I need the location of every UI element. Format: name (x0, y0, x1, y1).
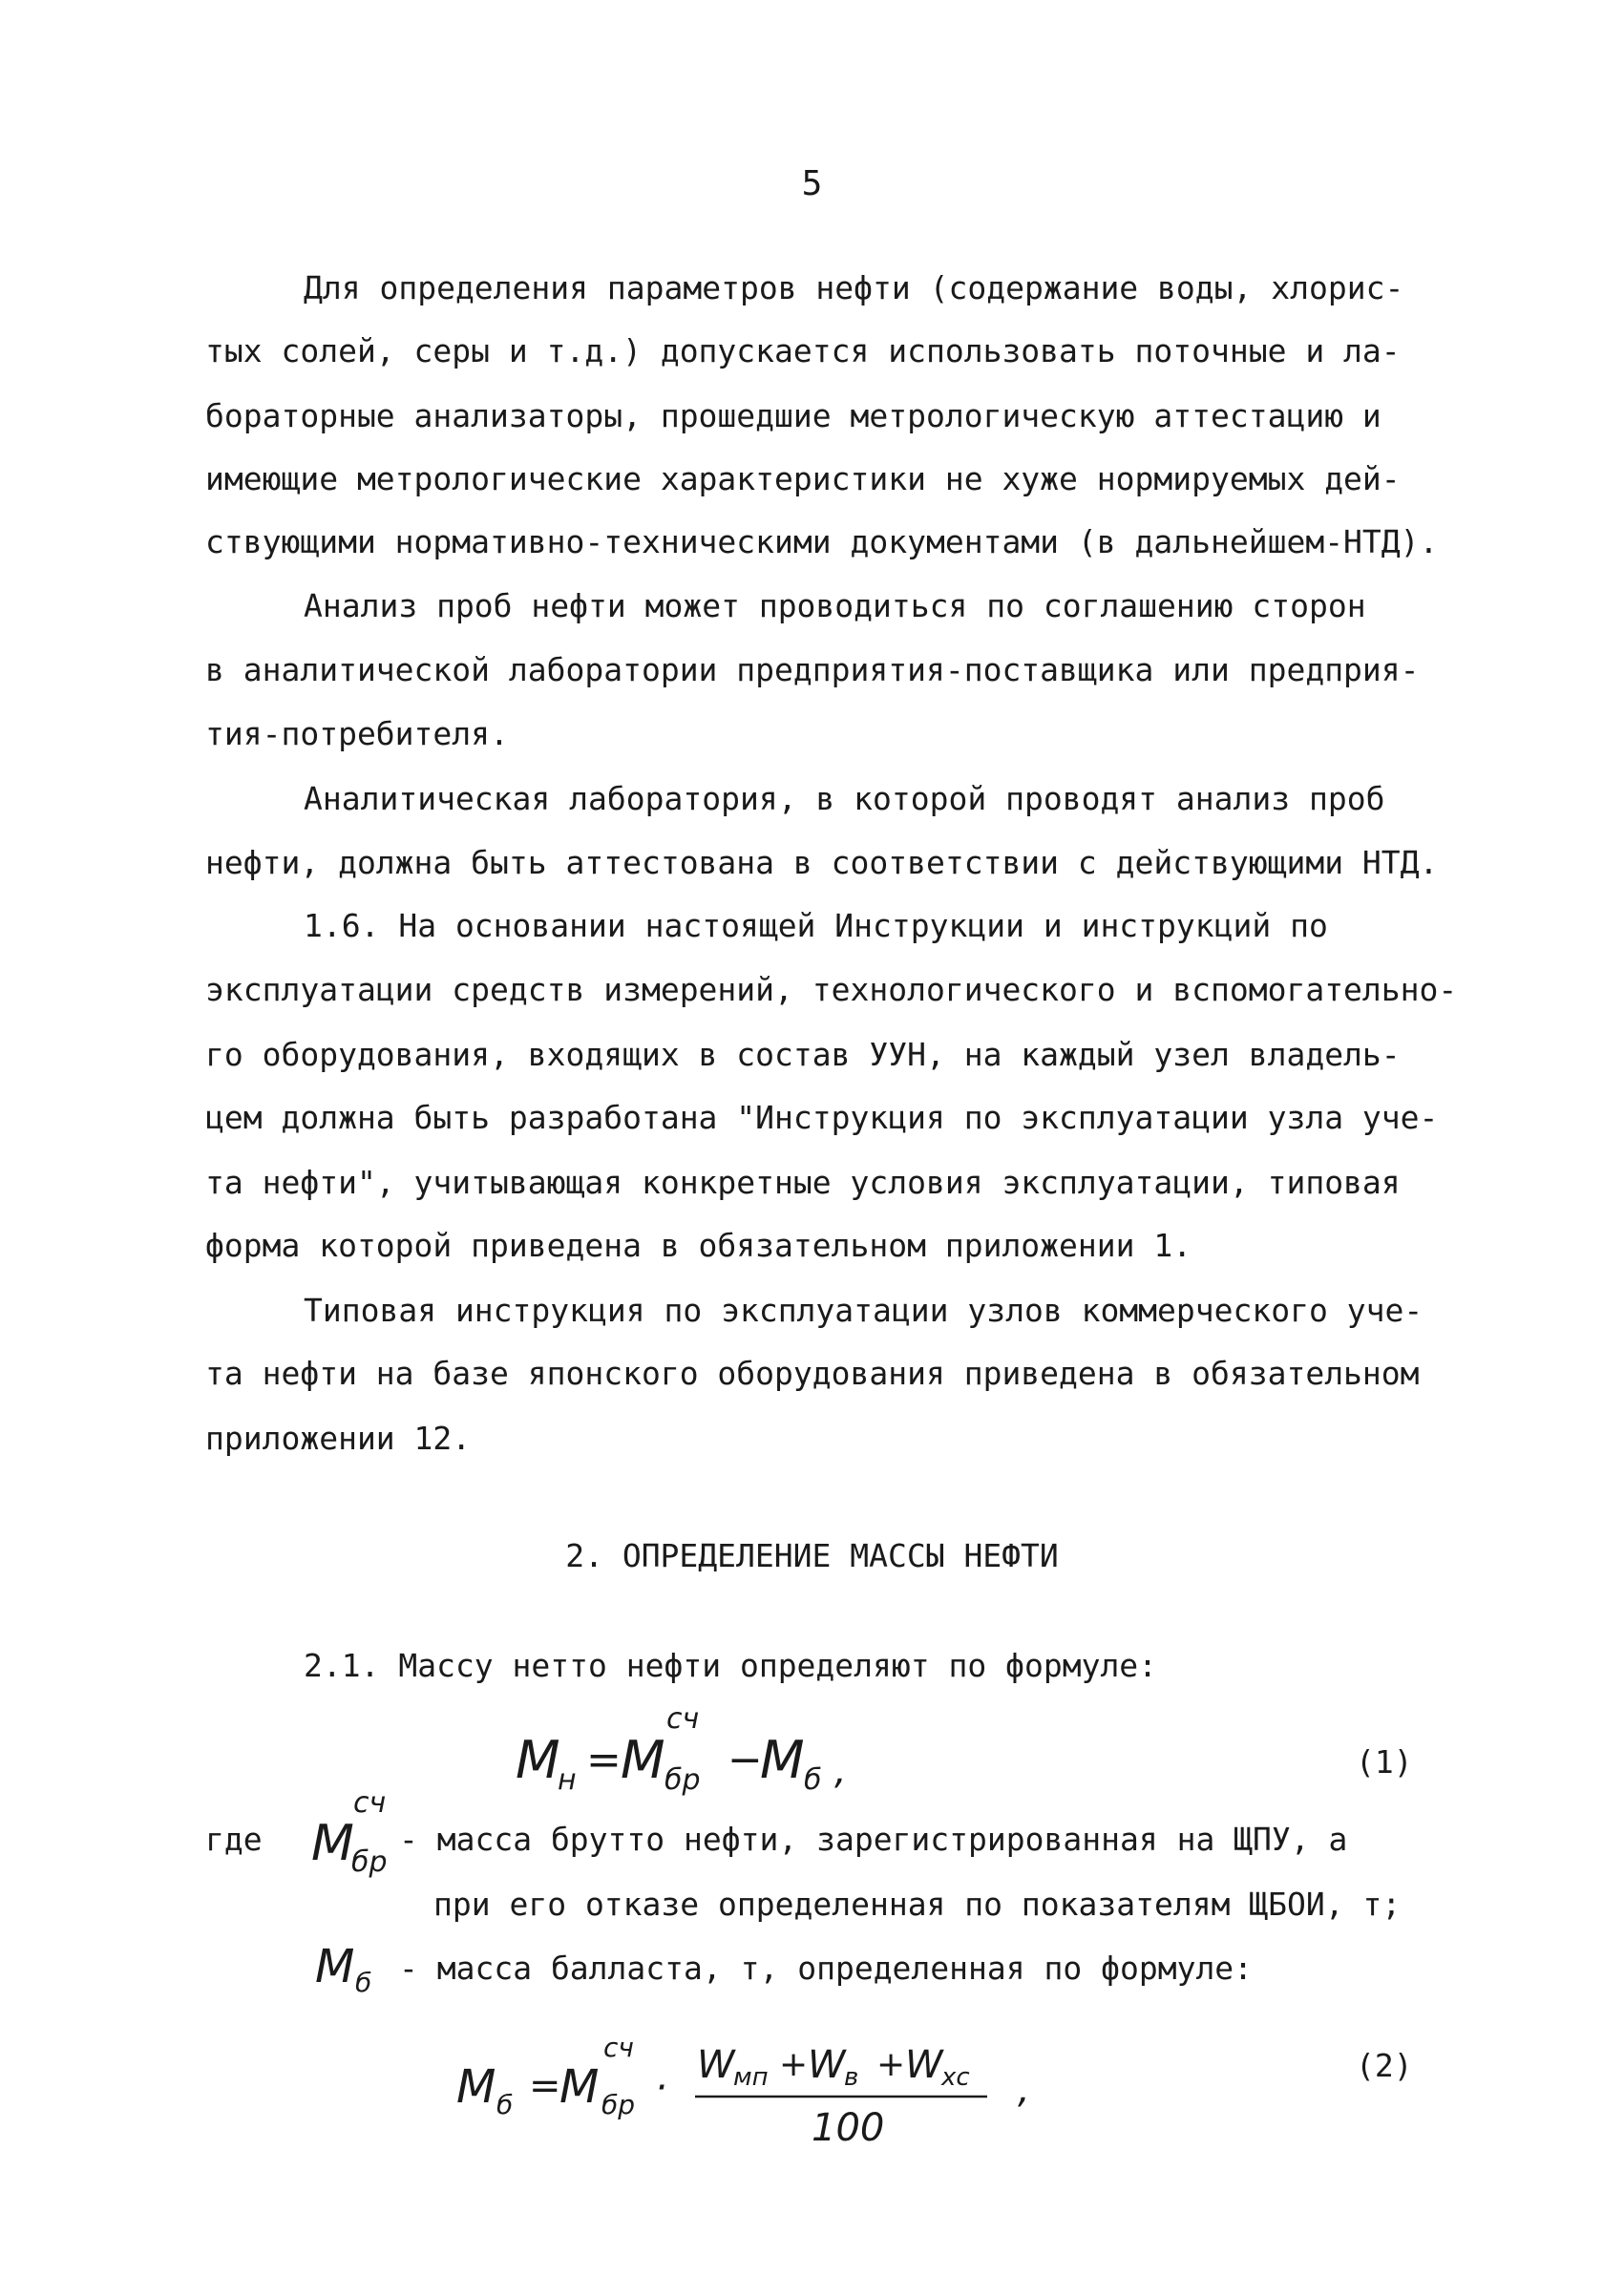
formula-2-w3-sub: хс (941, 2063, 970, 2092)
formula-1-lhs-sub: н (558, 1763, 577, 1797)
text-line: нефти, должна быть аттестована в соответствии с действующими НТД. (205, 844, 1439, 881)
item-2-1: 2.1. Массу нетто нефти определяют по формуле: (304, 1647, 1158, 1684)
formula-1-eq: = (586, 1736, 622, 1784)
text-line: го оборудования, входящих в состав УУН, на каждый узел владель- (205, 1036, 1401, 1073)
text-line: Для определения параметров нефти (содержание воды, хлорис- (304, 269, 1404, 306)
text-line: Аналитическая лаборатория, в которой проводят анализ проб (304, 780, 1385, 817)
formula-2-term: M (559, 2060, 600, 2114)
def2-symbol (311, 1929, 397, 2005)
formula-2-number: (2) (1356, 2047, 1413, 2084)
formula-1-lhs: M (516, 1730, 560, 1790)
def1-symbol-sub: бр (351, 1845, 388, 1879)
page-number: 5 (801, 164, 823, 203)
text-line: ствующими нормативно-техническими документами (в дальнейшем-НТД). (205, 523, 1439, 560)
formula-2-w3: W (905, 2043, 943, 2087)
formula-1-minus: − (728, 1736, 763, 1784)
formula-2-w1-sub: мп (733, 2063, 769, 2092)
text-line: та нефти на базе японского оборудования приведена в обязательном (205, 1355, 1420, 1392)
formula-2-plus2: + (876, 2045, 906, 2084)
formula-1 (506, 1690, 869, 1804)
formula-1-number: (1) (1356, 1743, 1413, 1781)
def2-symbol-sub: б (355, 1967, 372, 1998)
formula-1-term1-sub: бр (664, 1763, 701, 1797)
def1-text-line: - масса брутто нефти, зарегистрированная на ЩПУ, а (399, 1821, 1348, 1858)
def1-symbol-main: M (311, 1815, 354, 1872)
text-line: в аналитической лаборатории предприятия-поставщика или предприя- (205, 651, 1420, 688)
text-line: бораторные анализаторы, прошедшие метрологическую аттестацию и (205, 397, 1381, 434)
text-line: тых солей, серы и т.д.) допускается использовать поточные и ла- (205, 332, 1401, 369)
text-line: Анализ проб нефти может проводиться по соглашению сторон (304, 587, 1366, 624)
def2-text: - масса балласта, т, определенная по формуле: (399, 1950, 1254, 1987)
formula-2-lhs-sub: б (496, 2089, 514, 2120)
text-line: та нефти", учитывающая конкретные условия эксплуатации, типовая (205, 1164, 1401, 1201)
text-line: форма которой приведена в обязательном приложении 1. (205, 1227, 1192, 1264)
formula-2-lhs: M (456, 2060, 496, 2114)
formula-1-comma: , (834, 1749, 847, 1793)
formula-1-term2: M (760, 1730, 805, 1790)
formula-1-term1-sup: сч (666, 1702, 700, 1736)
formula-2-plus1: + (779, 2045, 809, 2084)
formula-2 (451, 2014, 1119, 2167)
text-line: имеющие метрологические характеристики не хуже нормируемых дей- (205, 460, 1401, 497)
text-line: тия-потребителя. (205, 715, 509, 752)
def1-symbol-sup: сч (353, 1786, 387, 1820)
formula-2-w2-sub: в (844, 2063, 859, 2092)
formula-2-w2: W (808, 2043, 846, 2087)
text-line: 1.6. На основании настоящей Инструкции и инструкций по (304, 907, 1328, 944)
formula-2-term-sub: бр (601, 2089, 636, 2120)
section-heading: 2. ОПРЕДЕЛЕНИЕ МАССЫ НЕФТИ (565, 1537, 1059, 1574)
formula-2-dot: · (655, 2066, 667, 2110)
formula-1-term1: M (621, 1730, 665, 1790)
where-label: где (205, 1821, 263, 1858)
formula-2-denominator: 100 (812, 2106, 885, 2150)
def2-symbol-main: M (315, 1940, 355, 1993)
text-line: цем должна быть разработана "Инструкция по эксплуатации узла уче- (205, 1099, 1439, 1136)
text-line: эксплуатации средств измерений, технологического и вспомогательно- (205, 971, 1458, 1008)
def1-text-line: при его отказе определенная по показателям ЩБОИ, т; (433, 1886, 1402, 1923)
text-line: приложении 12. (205, 1420, 472, 1457)
formula-2-w1: W (697, 2043, 735, 2087)
text-line: Типовая инструкция по эксплуатации узлов коммерческого уче- (304, 1292, 1424, 1329)
formula-2-term-sup: сч (603, 2032, 634, 2063)
formula-1-term2-sub: б (804, 1763, 822, 1797)
formula-2-eq: = (529, 2064, 561, 2108)
formula-2-comma: , (1018, 2068, 1030, 2112)
